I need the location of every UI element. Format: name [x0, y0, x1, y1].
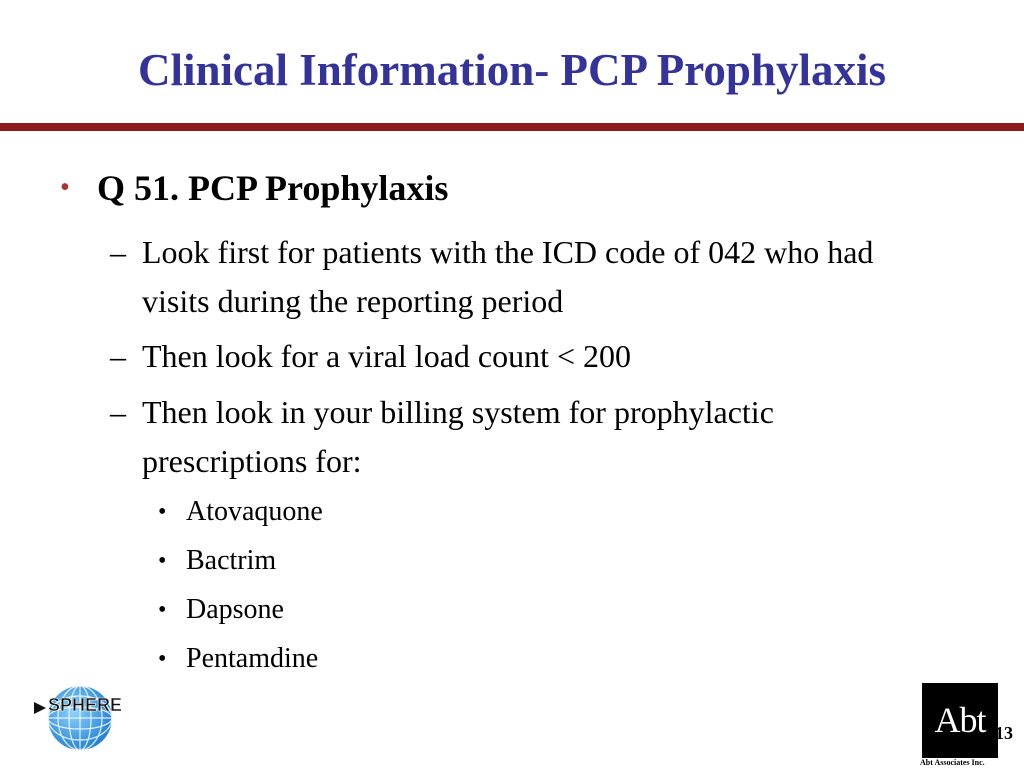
- sub-item: [110, 388, 950, 486]
- heading-bullet-item: [60, 165, 448, 211]
- sub-item-text: Then look for a viral load count < 200: [142, 338, 632, 374]
- drug-list-item: [158, 594, 284, 626]
- bullet-icon: •: [158, 597, 167, 623]
- bullet-icon: •: [158, 548, 167, 574]
- drug-list-item: [158, 545, 276, 577]
- bullet-icon: •: [158, 646, 167, 672]
- sphere-logo: [32, 682, 124, 752]
- dash-icon: –: [110, 338, 126, 374]
- slide-title: Clinical Information- PCP Prophylaxis: [138, 45, 886, 95]
- drug-name: Pentamdine: [186, 643, 319, 674]
- slide-number: 13: [995, 723, 1013, 743]
- sub-item: [110, 228, 950, 326]
- drug-name: Atovaquone: [186, 496, 323, 527]
- drug-list-item: [158, 496, 323, 528]
- sub-item-text: Look first for patients with the ICD code of 042 who had visits during the reporting period: [142, 234, 874, 319]
- question-heading: Q 51. PCP Prophylaxis: [97, 168, 449, 208]
- abt-logo-text: Abt: [934, 700, 986, 740]
- abt-logo-caption: Abt Associates Inc.: [920, 758, 985, 767]
- sphere-logo-text: SPHERE: [48, 695, 123, 715]
- drug-name: Bactrim: [186, 545, 277, 576]
- abt-logo: [922, 683, 998, 758]
- drug-list-item: [158, 643, 318, 675]
- sub-item: [110, 332, 950, 381]
- drug-name: Dapsone: [186, 594, 284, 625]
- sub-item-text: Then look in your billing system for prophylactic prescriptions for:: [142, 394, 774, 479]
- title-divider: [0, 123, 1024, 131]
- bullet-icon: •: [158, 499, 167, 525]
- dash-icon: –: [110, 234, 126, 270]
- bullet-icon: •: [60, 172, 70, 203]
- dash-icon: –: [110, 394, 126, 430]
